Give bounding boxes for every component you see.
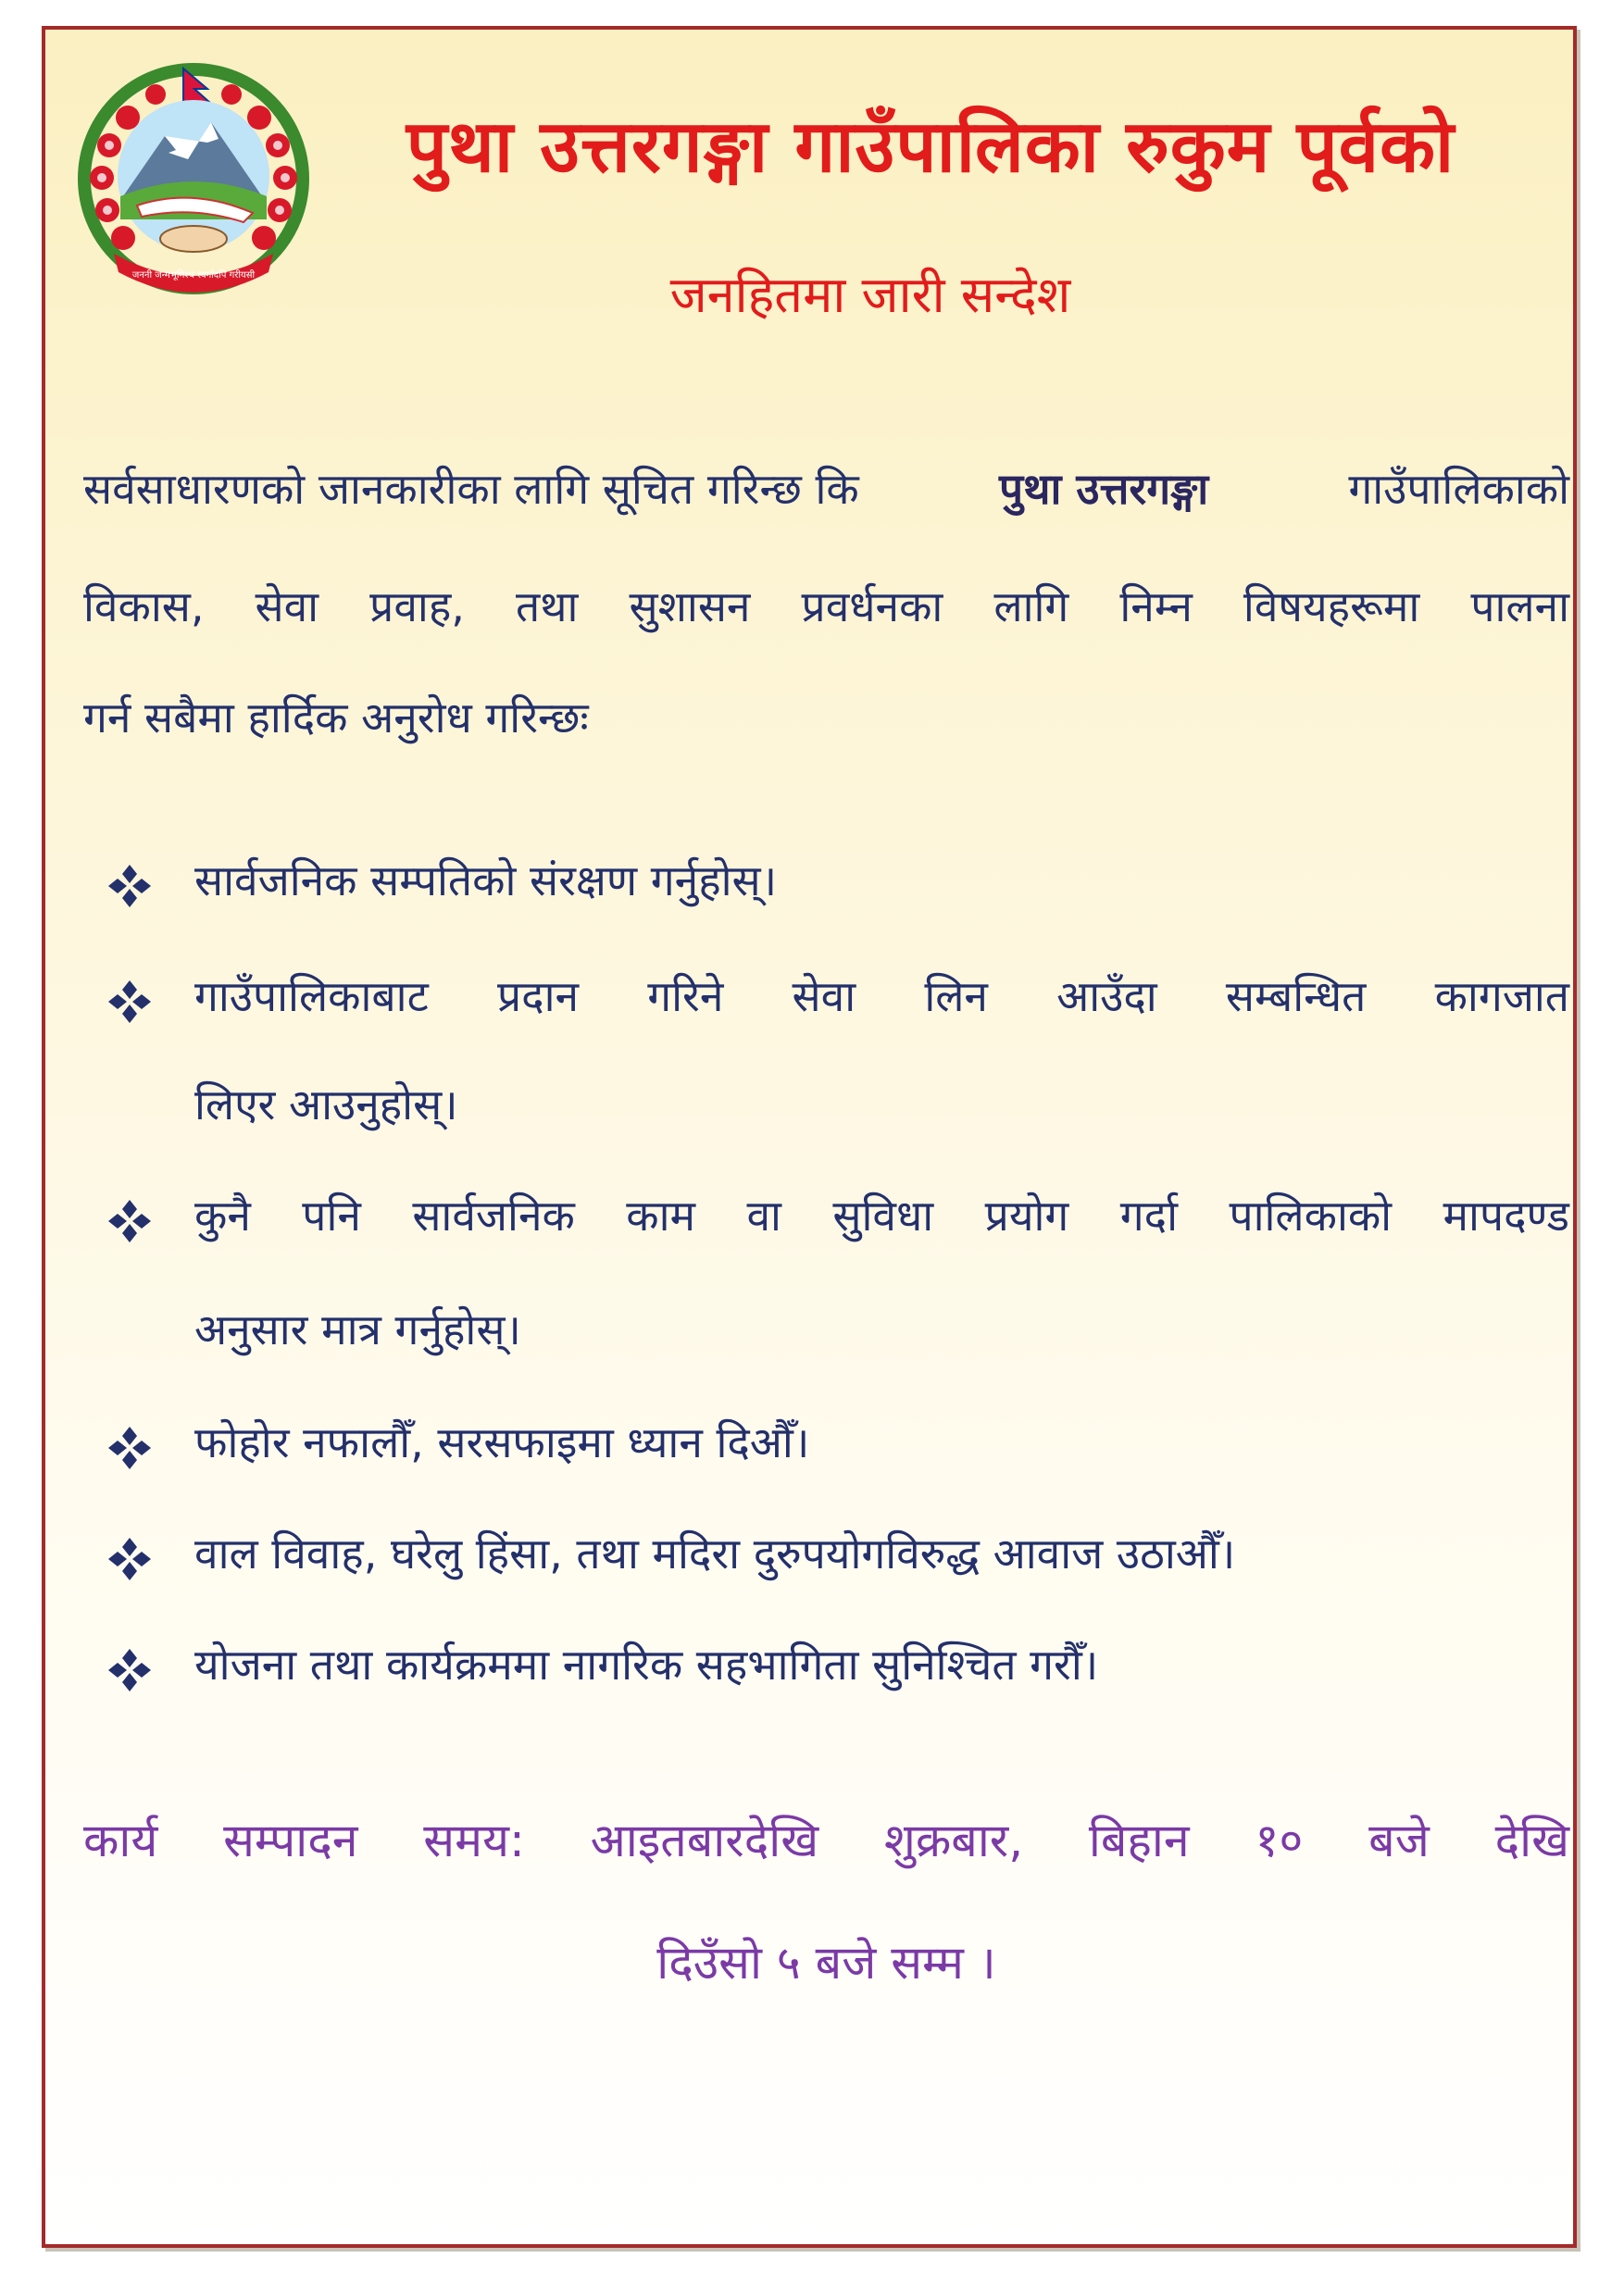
office-hours-text: कार्य सम्पादन समय: आइतबारदेखि शुक्रबार, बिहान १० बजे देखि xyxy=(83,1814,1569,1867)
list-item xyxy=(106,971,1569,1030)
four-diamond-bullet-icon xyxy=(106,1536,153,1582)
intro-line-1 xyxy=(83,464,1569,514)
four-diamond-bullet-icon xyxy=(106,1425,153,1471)
bullet-text: गाउँपालिकाबाट प्रदान गरिने सेवा लिन आउँदा सम्बन्धित कागजात xyxy=(194,971,1569,1021)
list-item xyxy=(106,1640,1569,1699)
intro-text-part2: गाउँपालिकाको xyxy=(1348,464,1569,514)
four-diamond-bullet-icon xyxy=(106,979,153,1025)
office-hours-line-2: दिउँसो ५ बजे सम्म । xyxy=(656,1936,996,1990)
page-title: पुथा उत्तरगङ्गा गाउँपालिका रुकुम पूर्वको xyxy=(406,106,1455,189)
bullet-text-continued: लिएर आउनुहोस्। xyxy=(194,1079,458,1129)
bullet-text: सार्वजनिक सम्पतिको संरक्षण गर्नुहोस्। xyxy=(194,855,778,905)
bullet-text: वाल विवाह, घरेलु हिंसा, तथा मदिरा दुरुपयोगविरुद्ध आवाज उठाऔँ। xyxy=(194,1529,1236,1578)
bullet-text-continued: अनुसार मात्र गर्नुहोस्। xyxy=(194,1304,521,1354)
page-subtitle: जनहितमा जारी सन्देश xyxy=(669,266,1071,324)
list-item xyxy=(106,1417,1569,1477)
list-item xyxy=(106,1529,1569,1588)
intro-text-line2: विकास, सेवा प्रवाह, तथा सुशासन प्रवर्धनका लागि निम्न विषयहरूमा पालना xyxy=(83,581,1569,631)
office-hours-line-1 xyxy=(83,1814,1569,1867)
bullet-text: योजना तथा कार्यक्रममा नागरिक सहभागिता सुनिश्चित गरौँ। xyxy=(194,1640,1099,1690)
intro-text-part1: सर्वसाधारणको जानकारीका लागि सूचित गरिन्छ कि xyxy=(83,464,859,514)
intro-text-municipality: पुथा उत्तरगङ्गा xyxy=(998,464,1209,514)
four-diamond-bullet-icon xyxy=(106,863,153,909)
notice-frame xyxy=(42,26,1577,2248)
bullet-text: फोहोर नफालौँ, सरसफाइमा ध्यान दिऔँ। xyxy=(194,1417,810,1467)
nepal-government-emblem-icon xyxy=(72,57,315,300)
four-diamond-bullet-icon xyxy=(106,1198,153,1244)
bullet-text: कुनै पनि सार्वजनिक काम वा सुविधा प्रयोग गर्दा पालिकाको मापदण्ड xyxy=(194,1191,1569,1241)
four-diamond-bullet-icon xyxy=(106,1647,153,1693)
intro-line-3: गर्न सबैमा हार्दिक अनुरोध गरिन्छः xyxy=(83,693,589,742)
intro-line-2 xyxy=(83,581,1569,631)
list-item xyxy=(106,855,1569,915)
list-item xyxy=(106,1191,1569,1250)
emblem-motto: जननी जन्मभूमिश्च स्वर्गादपि गरीयसी xyxy=(131,270,256,281)
